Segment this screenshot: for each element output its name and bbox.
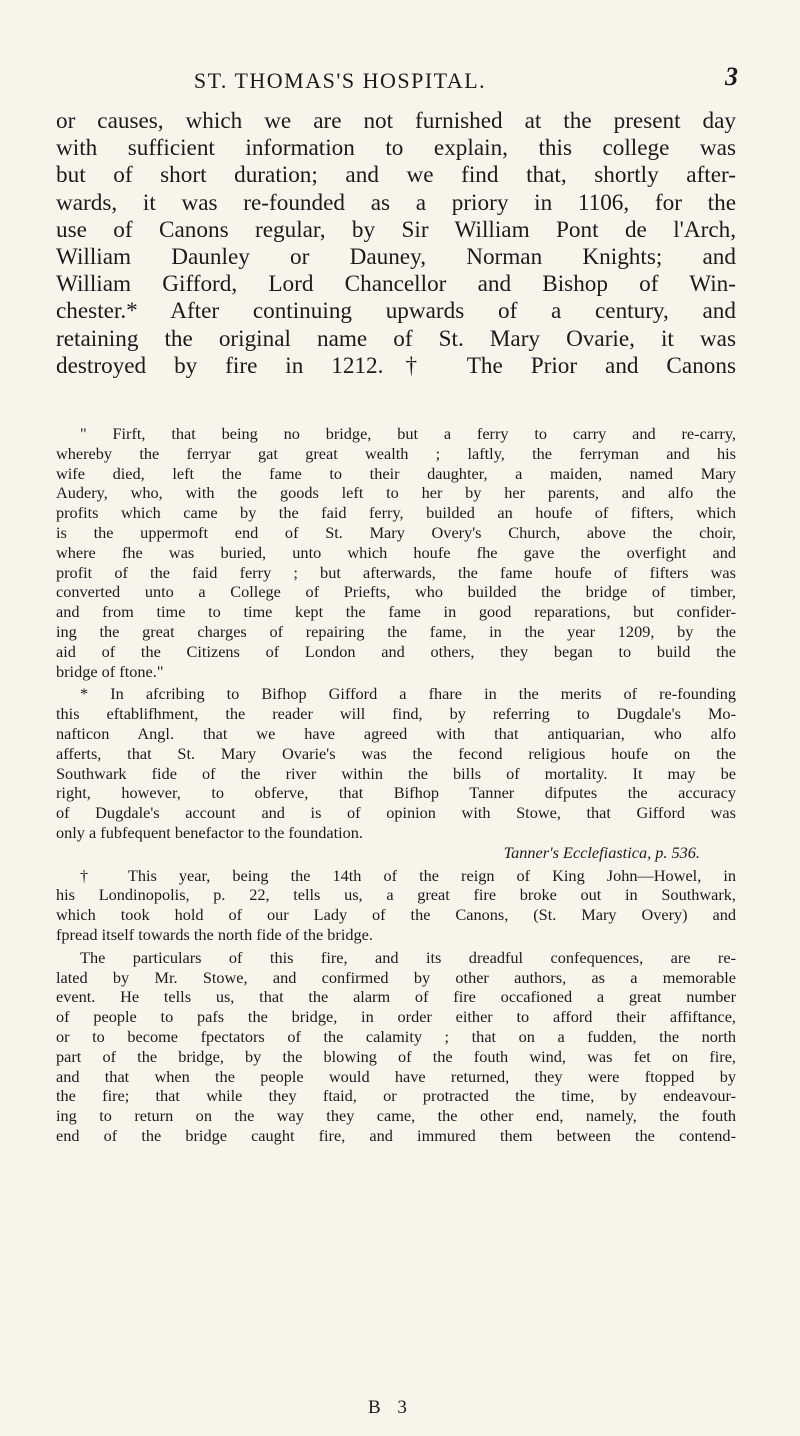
note-line: his Londinopolis, p. 22, tells us, a great fire broke out in Southwark, [56, 885, 736, 905]
note-line: is the uppermoft end of St. Mary Overy's Church, above the choir, [56, 522, 736, 542]
note-line: afferts, that St. Mary Ovarie's was the fecond religious houfe on the [56, 743, 736, 763]
footnote-dagger [56, 866, 736, 945]
text-line: or causes, which we are not furnished at the present day [56, 108, 736, 134]
note-line: Audery, who, with the goods left to her by her parents, and alfo the [56, 483, 736, 503]
text-line: use of Canons regular, by Sir William Pont de l'Arch, [56, 216, 736, 243]
text-line: chester.* After continuing upwards of a century, and [56, 298, 736, 325]
note-line: end of the bridge caught fire, and immured them between the contend- [56, 1125, 736, 1145]
signature-label: B 3 [368, 1397, 413, 1418]
text-line: destroyed by fire in 1212.† The Prior and Canons [56, 352, 736, 379]
note-line: and that when the people would have returned, they were ftopped by [56, 1066, 736, 1086]
note-line: aid of the Citizens of London and others, they began to build the [56, 641, 736, 661]
note-line: of Dugdale's account and is of opinion with Stowe, that Gifford was [56, 803, 736, 823]
running-head [0, 62, 800, 100]
note-line: and from time to time kept the fame in good reparations, but confider- [56, 602, 736, 622]
note-line: only a fubfequent benefactor to the foundation. [56, 822, 363, 842]
note-line: or to become fpectators of the calamity ; that on a fudden, the north [56, 1026, 736, 1046]
text-line: William Gifford, Lord Chancellor and Bishop of Win- [56, 271, 736, 298]
text-line: but of short duration; and we find that, shortly after- [56, 162, 736, 189]
note-line: event. He tells us, that the alarm of fire occafioned a great number [56, 987, 736, 1007]
signature-mark [0, 1397, 800, 1423]
note-line: converted unto a College of Priefts, who builded the bridge of timber, [56, 582, 736, 602]
note-line: where fhe was buried, unto which houfe fhe gave the overfight and [56, 542, 736, 562]
text-line: wards, it was re-founded as a priory in 1106, for the [56, 189, 736, 216]
note-line: fpread itself towards the north fide of the bridge. [56, 924, 373, 944]
running-title: ST. THOMAS'S HOSPITAL. [193, 68, 487, 93]
note-citation: Tanner's Ecclefiastica, p. 536. [503, 842, 700, 862]
footnote-continuation [56, 948, 736, 1146]
note-line: part of the bridge, by the blowing of the fouth wind, was fet on fire, [56, 1046, 736, 1066]
note-line: right, however, to obferve, that Bifhop Tanner difputes the accuracy [56, 783, 736, 803]
footnote-quotation [56, 424, 736, 681]
page-number: 3 [725, 62, 738, 91]
note-line: † This year, being the 14th of the reign of King John—Howel, in [80, 865, 736, 885]
note-line: ing the great charges of repairing the fame, in the year 1209, by the [56, 621, 736, 641]
note-line: which took hold of our Lady of the Canons, (St. Mary Overy) and [56, 905, 736, 925]
note-line: of people to pafs the bridge, in order either to afford their affiftance, [56, 1007, 736, 1027]
footnote-asterisk [56, 684, 736, 862]
note-line: The particulars of this fire, and its dreadful confequences, are re- [80, 947, 736, 967]
text-line: with sufficient information to explain, this college was [56, 135, 736, 162]
note-line: bridge of ftone." [56, 661, 164, 681]
note-line: this eftablifhment, the reader will find, by referring to Dugdale's Mo- [56, 704, 736, 724]
main-text [56, 108, 736, 380]
note-line: " Firft, that being no bridge, but a ferry to carry and re-carry, [80, 424, 736, 443]
note-line: the fire; that while they ftaid, or protracted the time, by endeavour- [56, 1086, 736, 1106]
note-line: * In afcribing to Bifhop Gifford a fhare in the merits of re-founding [80, 684, 736, 704]
note-line: profit of the faid ferry ; but afterwards, the fame houfe of fifters was [56, 562, 736, 582]
note-line: nafticon Angl. that we have agreed with that antiquarian, who alfo [56, 723, 736, 743]
note-line: lated by Mr. Stowe, and confirmed by other authors, as a memorable [56, 967, 736, 987]
note-line: profits which came by the faid ferry, builded an houfe of fifters, which [56, 503, 736, 523]
footnotes [56, 424, 736, 1149]
note-line: whereby the ferryar gat great wealth ; laftly, the ferryman and his [56, 443, 736, 463]
text-line: retaining the original name of St. Mary Ovarie, it was [56, 325, 736, 352]
note-line: Southwark fide of the river within the bills of mortality. It may be [56, 763, 736, 783]
note-line: ing to return on the way they came, the other end, namely, the fouth [56, 1106, 736, 1126]
note-line: wife died, left the fame to their daughter, a maiden, named Mary [56, 463, 736, 483]
text-line: William Daunley or Dauney, Norman Knights; and [56, 243, 736, 270]
